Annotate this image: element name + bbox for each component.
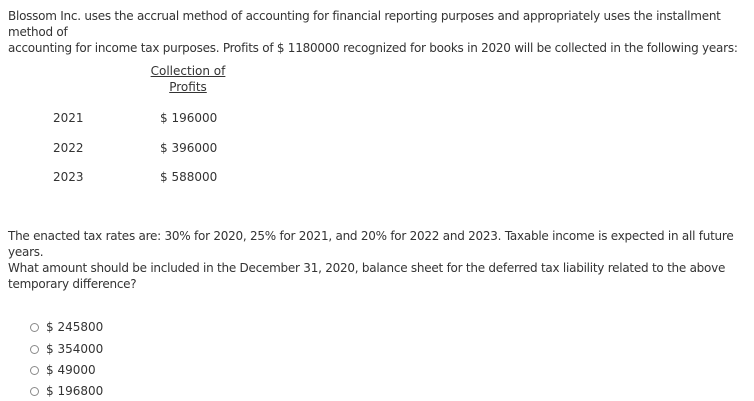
- table-row-year: 2023: [53, 170, 84, 184]
- answer-label[interactable]: $ 196800: [46, 384, 104, 398]
- radio-button[interactable]: [30, 323, 39, 332]
- intro-line-2: accounting for income tax purposes. Profits of $ 1180000 recognized for books in 2020 will be collected in the following years:: [8, 41, 738, 55]
- table-header: [146, 63, 230, 95]
- table-row-year: 2021: [53, 111, 84, 125]
- table-row-amount: $ 196000: [160, 111, 218, 125]
- table-row-amount: $ 396000: [160, 141, 218, 155]
- header-line-2: Profits: [169, 80, 207, 94]
- table-row-year: 2022: [53, 141, 84, 155]
- radio-button[interactable]: [30, 366, 39, 375]
- answer-label[interactable]: $ 354000: [46, 342, 104, 356]
- question-line-1: The enacted tax rates are: 30% for 2020, 25% for 2021, and 20% for 2022 and 2023. Taxable income is expected in all future years.: [8, 229, 734, 259]
- answer-option-d[interactable]: [30, 383, 103, 399]
- answer-option-b[interactable]: [30, 341, 103, 357]
- answer-option-c[interactable]: [30, 362, 96, 378]
- answer-option-a[interactable]: [30, 319, 103, 335]
- header-line-1: Collection of: [150, 64, 226, 78]
- answer-label[interactable]: $ 245800: [46, 320, 104, 334]
- radio-button[interactable]: [30, 387, 39, 396]
- intro-line-1: Blossom Inc. uses the accrual method of accounting for financial reporting purposes and appropriately uses the installment method of: [8, 9, 721, 39]
- table-row-amount: $ 588000: [160, 170, 218, 184]
- radio-button[interactable]: [30, 345, 39, 354]
- answer-label[interactable]: $ 49000: [46, 363, 96, 377]
- question-line-3: temporary difference?: [8, 277, 137, 291]
- question-intro: [8, 8, 750, 56]
- question-text: [8, 228, 750, 292]
- question-line-2: What amount should be included in the December 31, 2020, balance sheet for the deferred tax liability related to the above: [8, 261, 726, 275]
